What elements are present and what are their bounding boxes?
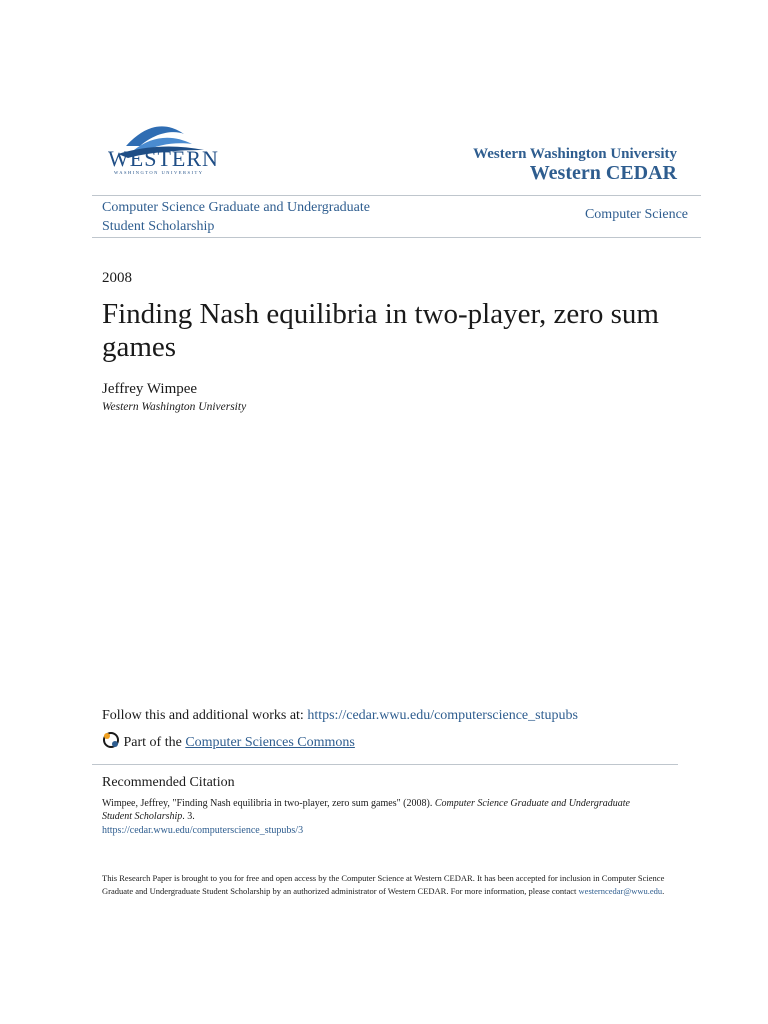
commons-link[interactable]: Computer Sciences Commons xyxy=(185,735,355,750)
footer-body: This Research Paper is brought to you for free and open access by the Computer Science at Western CEDAR. It has been accepted for inclusion in Computer Science Graduate and Undergraduate Student Scholarship by an authorized administrator of Western CEDAR. For more information, please contact xyxy=(102,873,665,896)
part-prefix: Part of the xyxy=(123,735,186,750)
series-link[interactable]: Computer Science Graduate and Undergraduate Student Scholarship xyxy=(102,200,370,234)
header-university[interactable]: Western Washington University xyxy=(473,146,677,162)
contact-email-link[interactable]: westerncedar@wwu.edu xyxy=(578,886,663,896)
paper-title: Finding Nash equilibria in two-player, zero sum games xyxy=(102,298,659,363)
citation-end: . 3. xyxy=(182,811,195,822)
divider-top xyxy=(92,195,701,196)
network-commons-icon xyxy=(102,731,120,749)
follow-prefix: Follow this and additional works at: xyxy=(102,708,308,723)
footer-notice xyxy=(102,872,682,898)
logo-subtext: WASHINGTON UNIVERSITY xyxy=(114,170,204,175)
divider-citation xyxy=(92,764,678,765)
follow-line xyxy=(102,708,578,724)
citation-text xyxy=(102,797,662,823)
citation-series: Computer Science Graduate and Undergraduate Student Scholarship xyxy=(102,798,630,822)
publication-year: 2008 xyxy=(102,270,132,286)
author-name: Jeffrey Wimpee xyxy=(102,381,198,397)
header-repository[interactable]: Western CEDAR xyxy=(529,162,677,184)
citation-url-link[interactable]: https://cedar.wwu.edu/computerscience_stupubs/3 xyxy=(102,825,304,836)
author-affiliation: Western Washington University xyxy=(102,401,247,413)
department-link[interactable]: Computer Science xyxy=(584,207,688,222)
citation-heading: Recommended Citation xyxy=(102,775,235,790)
divider-header-bottom xyxy=(92,237,701,238)
logo-wordmark: WESTERN xyxy=(108,146,219,171)
part-of-line xyxy=(102,731,355,751)
follow-url-link[interactable]: https://cedar.wwu.edu/computerscience_stupubs xyxy=(307,708,578,723)
footer-end: . xyxy=(662,886,665,896)
citation-plain: Wimpee, Jeffrey, "Finding Nash equilibria in two-player, zero sum games" (2008). xyxy=(102,798,435,809)
